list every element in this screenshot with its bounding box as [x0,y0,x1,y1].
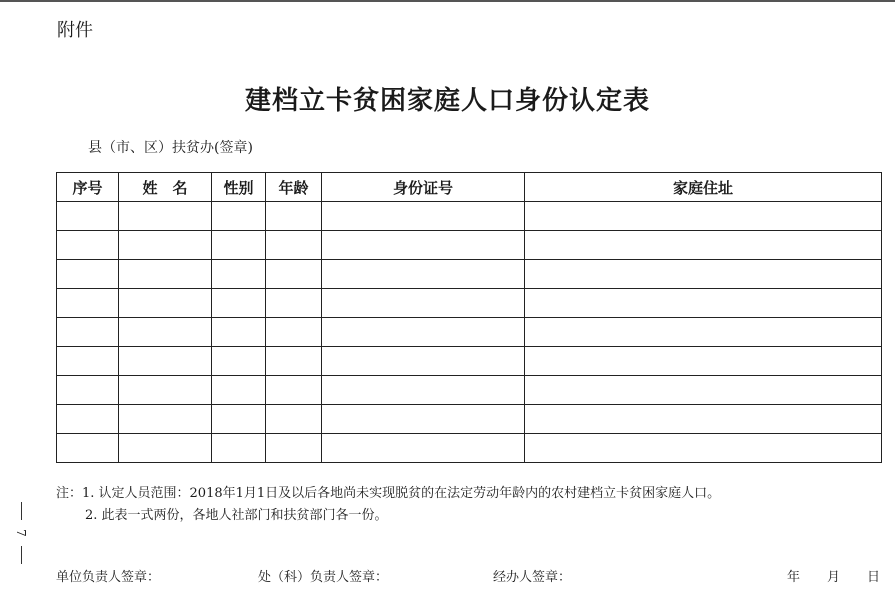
table-row [57,260,882,289]
table-cell [57,347,119,376]
table-cell [57,231,119,260]
table-cell [322,318,525,347]
table-cell [119,231,212,260]
header-id-number: 身份证号 [322,173,525,202]
table-cell [525,376,882,405]
office-seal-line: 县（市、区）扶贫办(签章) [88,140,253,156]
table-cell [212,202,266,231]
date-day: 日 [867,570,881,585]
note-line-1: 注：1. 认定人员范围：2018年1月1日及以后各地尚未实现脱贫的在法定劳动年龄内的农村建档立卡贫困家庭人口。 [56,486,721,501]
table-cell [212,434,266,463]
table-cell [57,318,119,347]
table-cell [212,376,266,405]
table-cell [525,202,882,231]
table-cell [57,376,119,405]
table-row [57,231,882,260]
table-cell [212,347,266,376]
table-cell [266,289,322,318]
table-cell [119,405,212,434]
table-row [57,405,882,434]
table-row [57,347,882,376]
table-cell [266,376,322,405]
table-cell [266,231,322,260]
note-line-2: 2. 此表一式两份，各地人社部门和扶贫部门各一份。 [85,508,388,523]
table-cell [525,434,882,463]
unit-head-signature: 单位负责人签章： [56,570,161,585]
table-cell [119,202,212,231]
table-cell [57,289,119,318]
table-cell [525,347,882,376]
table-cell [119,347,212,376]
table-cell [525,405,882,434]
table-cell [525,231,882,260]
table-cell [322,289,525,318]
header-name: 姓 名 [119,173,212,202]
table-cell [322,202,525,231]
table-cell [119,376,212,405]
attachment-label: 附件 [57,20,93,41]
table-cell [322,434,525,463]
table-cell [212,318,266,347]
table-cell [57,434,119,463]
table-cell [525,260,882,289]
table-body [57,202,882,463]
table-cell [266,347,322,376]
header-age: 年龄 [266,173,322,202]
table-cell [119,318,212,347]
table-cell [57,260,119,289]
date-line [787,566,880,585]
section-head-signature: 处（科）负责人签章： [258,570,389,585]
notes [56,483,720,527]
page-number: 7 [15,502,27,564]
table-row [57,434,882,463]
table-cell [57,202,119,231]
table-cell [266,202,322,231]
table-cell [266,318,322,347]
header-serial: 序号 [57,173,119,202]
table-cell [212,231,266,260]
date-month: 月 [827,570,841,585]
handler-signature: 经办人签章： [493,570,572,585]
table-cell [322,231,525,260]
table-row [57,202,882,231]
document-title: 建档立卡贫困家庭人口身份认定表 [244,86,650,116]
table-cell [119,260,212,289]
table-cell [266,405,322,434]
table-cell [322,260,525,289]
table-cell [266,434,322,463]
top-border [0,0,895,2]
table-row [57,376,882,405]
table-header-row [57,173,882,202]
table-cell [322,347,525,376]
header-gender: 性别 [212,173,266,202]
table-cell [525,289,882,318]
table-cell [266,260,322,289]
date-year: 年 [787,570,801,585]
table-cell [212,289,266,318]
table-cell [322,405,525,434]
table-cell [119,434,212,463]
table-cell [212,405,266,434]
table-cell [119,289,212,318]
identification-table [56,172,882,463]
table-cell [212,260,266,289]
header-address: 家庭住址 [525,173,882,202]
table-row [57,289,882,318]
table-cell [322,376,525,405]
table-row [57,318,882,347]
table-cell [57,405,119,434]
table-cell [525,318,882,347]
